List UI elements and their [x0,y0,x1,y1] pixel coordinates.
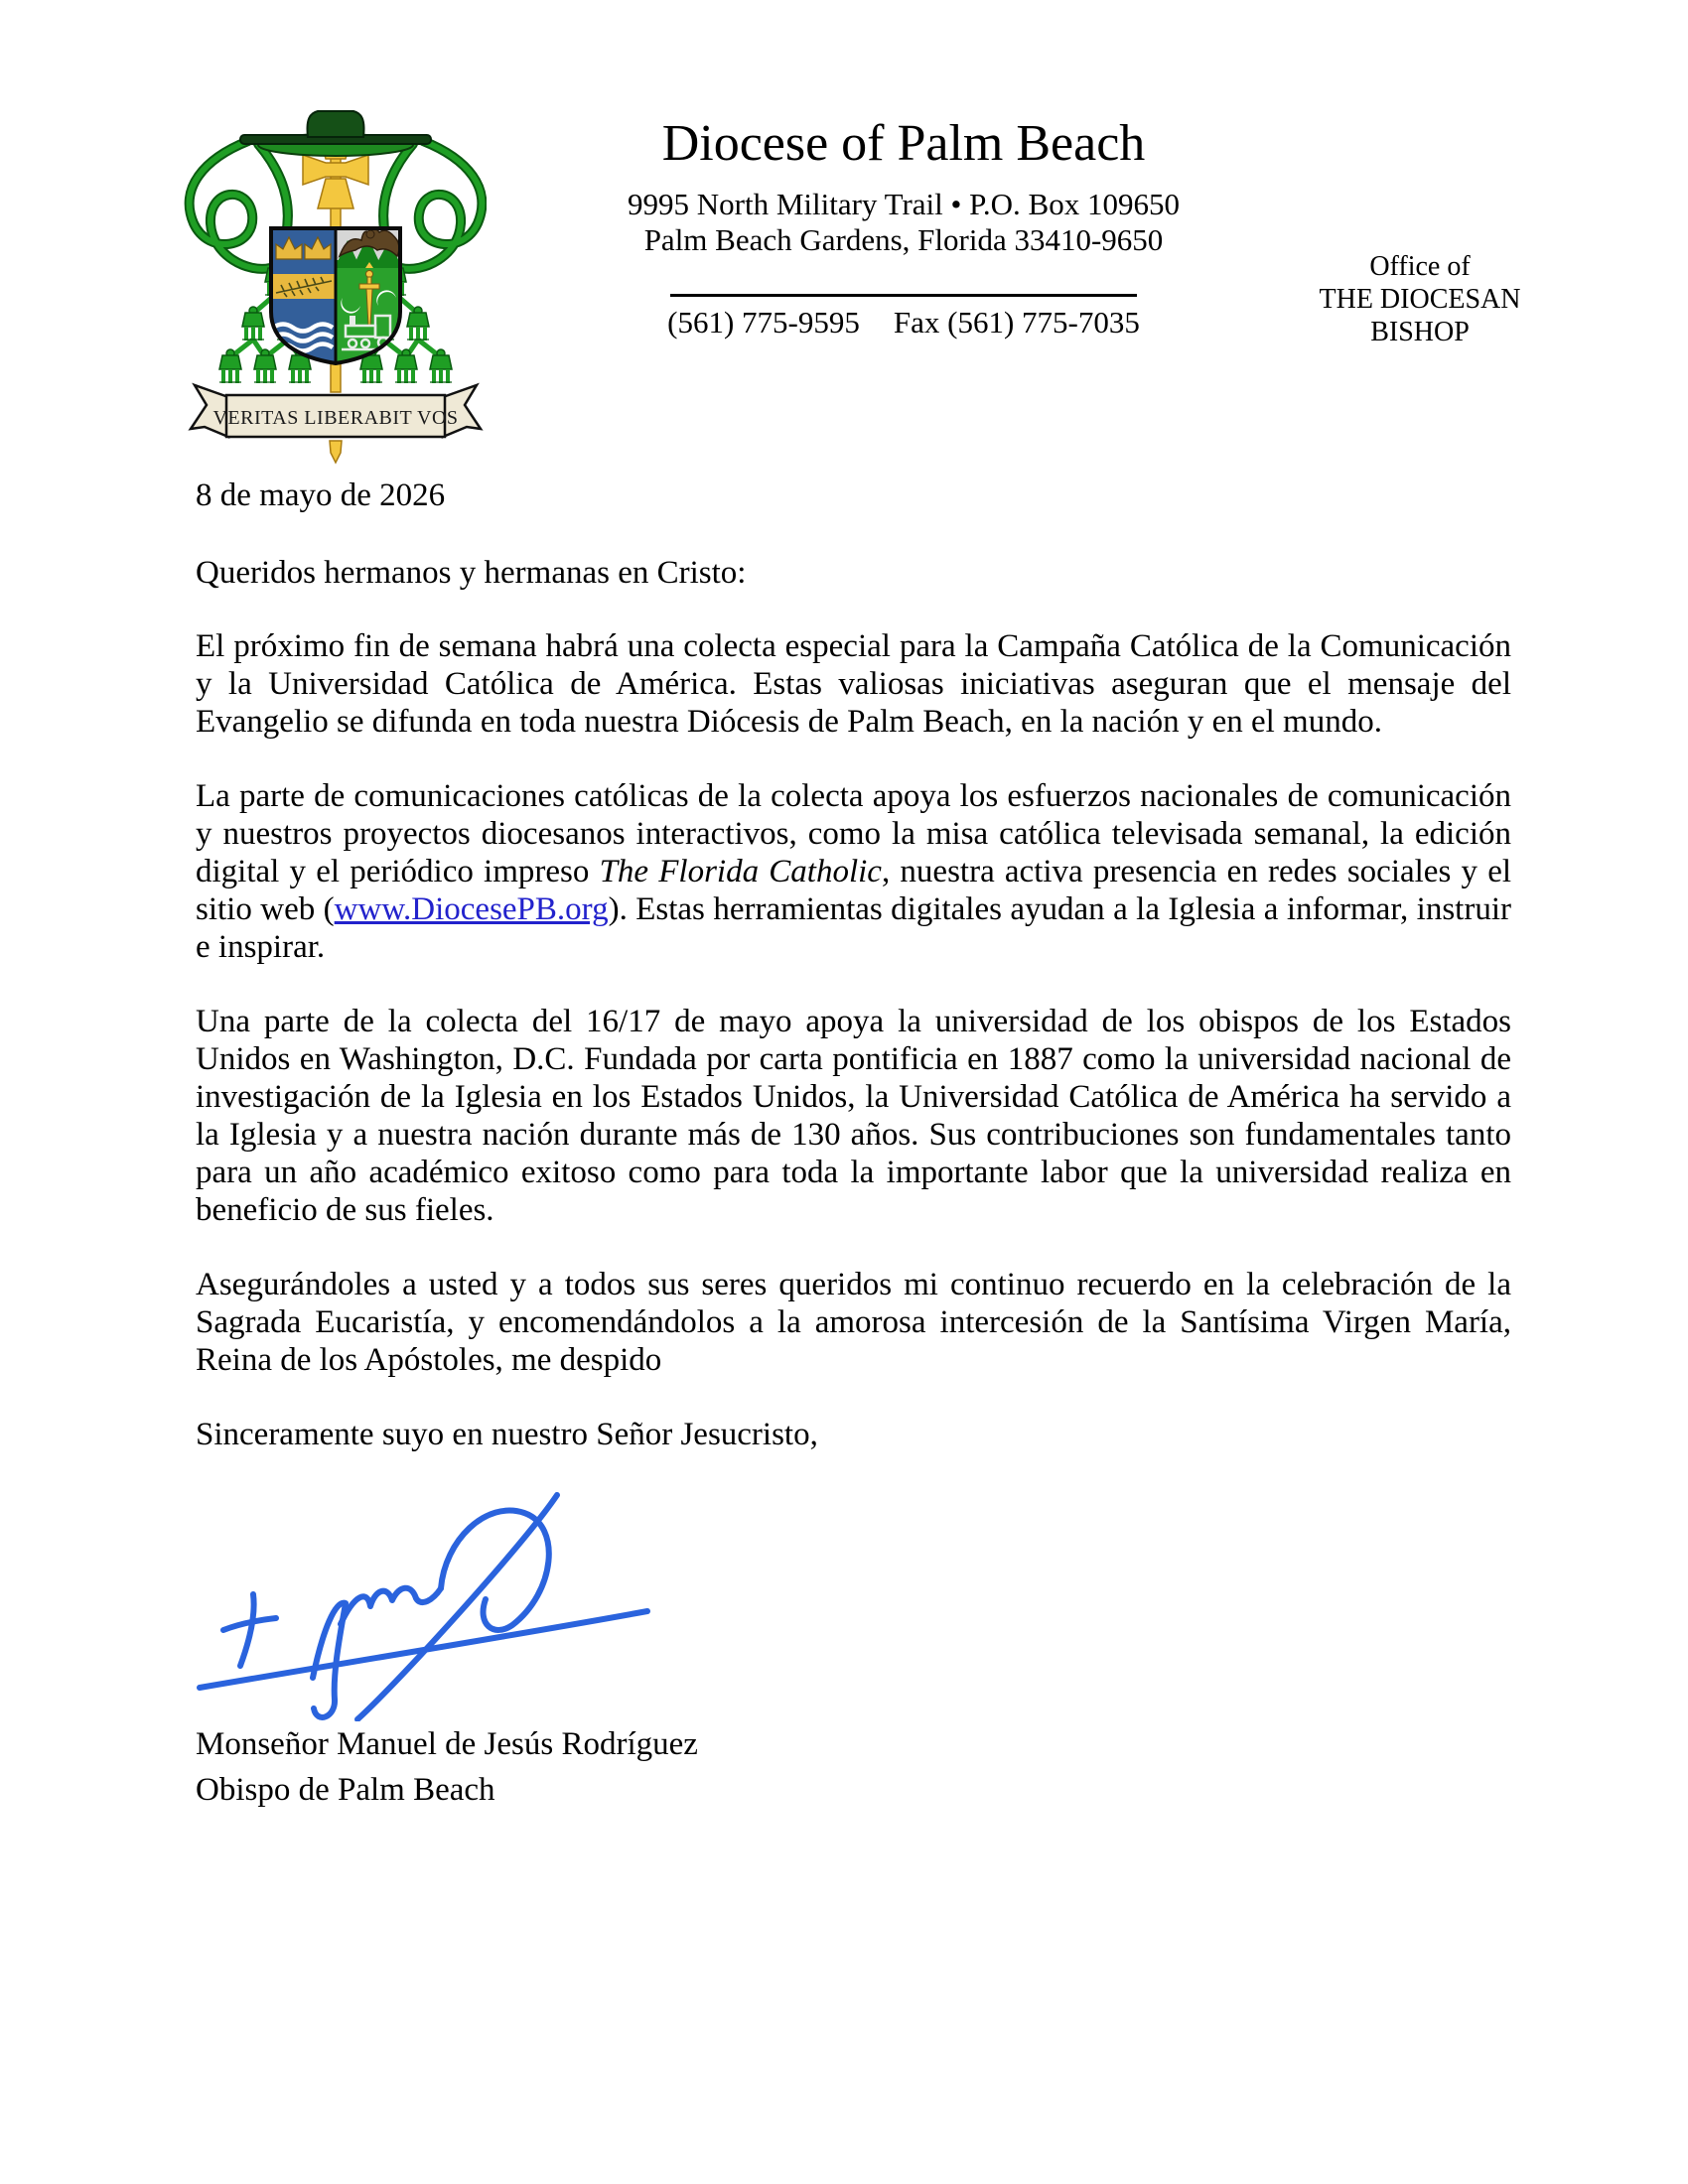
office-line-1: Office of [1369,251,1471,282]
office-line-3: BISHOP [1370,317,1470,347]
paragraph-2-text-a: La parte de comunicaciones católicas de la colecta apoya los esfuerzos nacionales de comunicación y nuestros proyectos diocesanos interactivos, como la misa católica televisada semanal, la edición digital y el periódico impreso [196,778,1511,889]
letter-date: 8 de mayo de 2026 [196,478,446,513]
website-link[interactable]: www.DiocesePB.org [334,891,609,927]
closing-line: Sinceramente suyo en nuestro Señor Jesucristo, [196,1417,818,1452]
publication-name: The Florida Catholic [599,854,882,889]
bishop-signature [196,1483,692,1721]
address-line-2: Palm Beach Gardens, Florida 33410-9650 [643,222,1164,257]
signer-title: Obispo de Palm Beach [196,1772,495,1808]
paragraph-3: Una parte de la colecta del 16/17 de mayo apoya la universidad de los obispos de los Estados Unidos en Washington, D.C. Fundada por carta pontificia en 1887 como la universidad nacional de investigación de la Iglesia en los Estados Unidos, la Universidad Católica de América ha servido a la Iglesia y a nuestra nación durante más de 130 años. Sus contribuciones son fundamentales tanto para un año académico exitoso como para toda la importante labor que la universidad realiza en beneficio de sus fieles. [196,1004,1511,1228]
header-divider [670,294,1137,297]
phone-number: (561) 775-9595 [667,305,860,340]
paragraph-2 [196,777,1511,966]
paragraph-4: Asegurándoles a usted y a todos sus seres queridos mi continuo recuerdo en la celebración de la Sagrada Eucaristía, y encomendándolos a la amorosa intercesión de la Santísima Virgen María, Reina de los Apóstoles, me despido [196,1267,1511,1378]
signer-name: Monseñor Manuel de Jesús Rodríguez [196,1726,698,1762]
motto-banner [191,385,481,437]
paragraph-2-text-c: ). Estas herramientas digitales ayudan a la Iglesia a informar, instruir e inspirar. [196,891,1511,965]
coat-of-arms-icon [149,89,487,467]
address-line-1: 9995 North Military Trail • P.O. Box 109650 [628,187,1180,221]
paragraph-1: El próximo fin de semana habrá una colecta especial para la Campaña Católica de la Comunicación y la Universidad Católica de América. Estas valiosas iniciativas aseguran que el mensaje del Evangelio se difunda en toda nuestra Diócesis de Palm Beach, en la nación y en el mundo. [196,628,1511,740]
galero-hat-icon [240,111,431,156]
fax-number: Fax (561) 775-7035 [893,305,1140,340]
signature-block [196,1483,1511,1721]
letter-content [196,477,1511,1813]
office-line-2: THE DIOCESAN [1319,284,1521,315]
paragraph-2-text-b: , nuestra activa presencia en redes sociales y el sitio web ( [196,854,1512,927]
diocese-title: Diocese of Palm Beach [661,115,1146,172]
phone-fax-line [551,305,1256,341]
salutation: Queridos hermanos y hermanas en Cristo: [196,555,747,591]
letterhead [551,115,1256,341]
signer-block [196,1721,1511,1813]
crest-motto: VERITAS LIBERABIT VOS [212,407,459,429]
office-block [1271,250,1569,348]
